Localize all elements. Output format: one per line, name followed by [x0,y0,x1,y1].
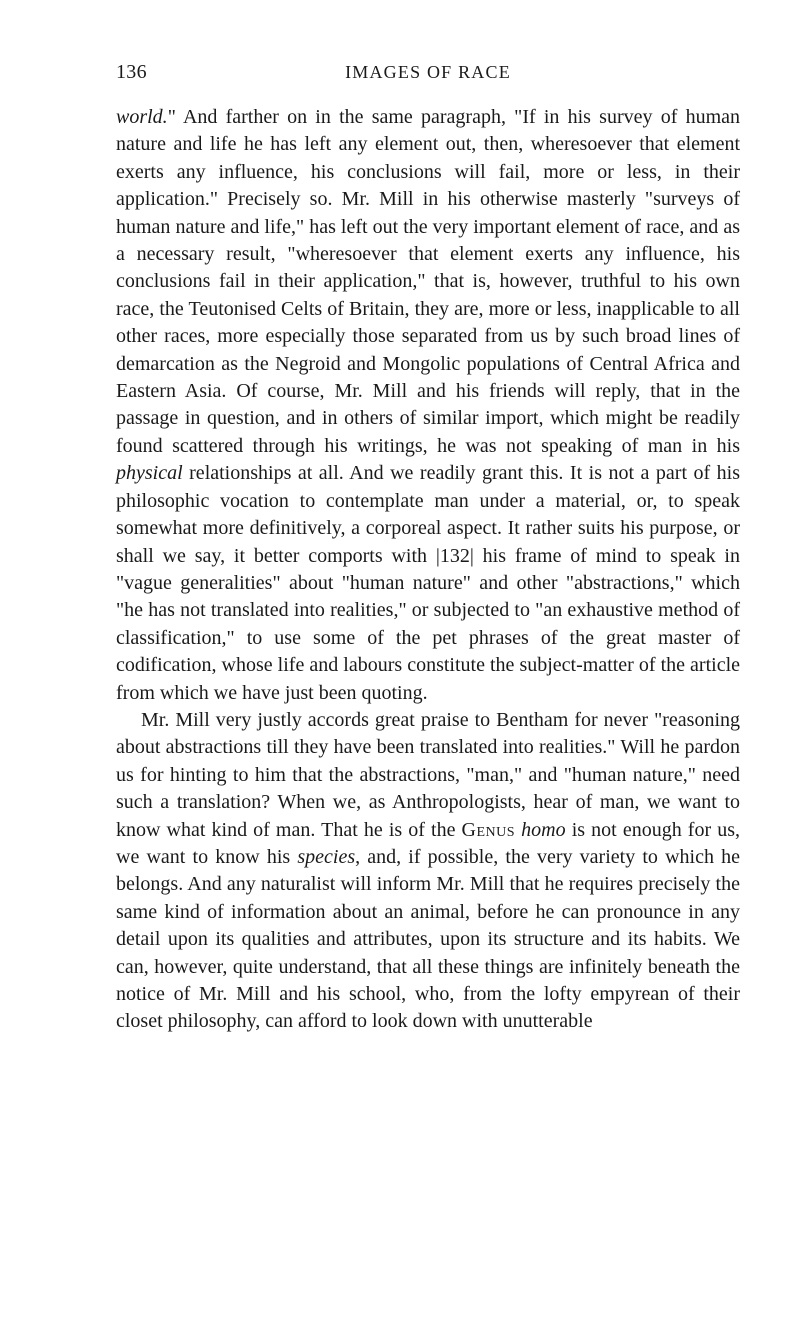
paragraph-2-text-b: is not enough for us, we want to know his [116,818,740,868]
italic-species: species [297,845,356,868]
paragraph-1-text-b: relationships at all. And we readily grant this. It is not a part of his philosophic vocation to contemplate man under a material, or, to speak somewhat more definitively, a corporeal aspect. It rather suits his purpose, or shall we say, it better comports with [116,462,740,567]
italic-homo: homo [521,818,566,841]
original-page-marker: |132| [435,544,474,567]
book-page [116,0,740,1036]
running-head [116,57,740,87]
paragraph-2 [116,707,740,1036]
paragraph-1-text-a: " And farther on in the same paragraph, "If in his survey of human nature and life he has left any element out, then, wheresoever that element exerts any influence, his conclusions will fail, more or less, in their application." Precisely so. Mr. Mill in his otherwise masterly "surveys of human nature and life," has left out the very important element of race, and as a necessary result, "wheresoever that element exerts any influence, his conclusions fail in their application," that is, however, truthful to his own race, the Teutonised Celts of Britain, they are, more or less, inapplicable to all other races, more especially those separated from us by such broad lines of demarcation as the Negroid and Mongolic populations of Central Africa and Eastern Asia. Of course, Mr. Mill and his friends will reply, that in the passage in question, and in others of similar import, which might be readily found scattered through his writings, he was not speaking of man in his [116,106,740,457]
paragraph-2-text-a: Mr. Mill very justly accords great praise to Bentham for never "reasoning about abstractions till they have been translated into realities." Will he pardon us for hinting to him that the abstractions, "man," and "human nature," need such a translation? When we, as Anthropologists, hear of man, we want to know what kind of man. That he is of the [116,708,740,841]
paragraph-2-text-c: , and, if possible, the very variety to which he belongs. And any naturalist will inform Mr. Mill that he requires precisely the same kind of information about an animal, before he can pronounce in any detail upon its qualities and attributes, upon its structure and its habits. We can, however, quite understand, that all these things are infinitely beneath the notice of Mr. Mill and his school, who, from the lofty empyrean of their closet philosophy, can afford to look down with unutterable [116,845,740,1033]
italic-physical: physical [116,462,183,485]
italic-world: world. [116,106,168,128]
page-number: 136 [116,61,147,83]
body-text [116,104,740,1036]
paragraph-1 [116,104,740,707]
smallcaps-genus: Genus [461,818,516,841]
paragraph-1-text-c: his frame of mind to speak in "vague generalities" about "human nature" and other "abstractions," which "he has not translated into realities," or subjected to "an exhaustive method of classification," to use some of the pet phrases of the great master of codification, whose life and labours constitute the subject-matter of the article from which we have just been quoting. [116,544,740,704]
running-title: IMAGES OF RACE [345,62,511,82]
